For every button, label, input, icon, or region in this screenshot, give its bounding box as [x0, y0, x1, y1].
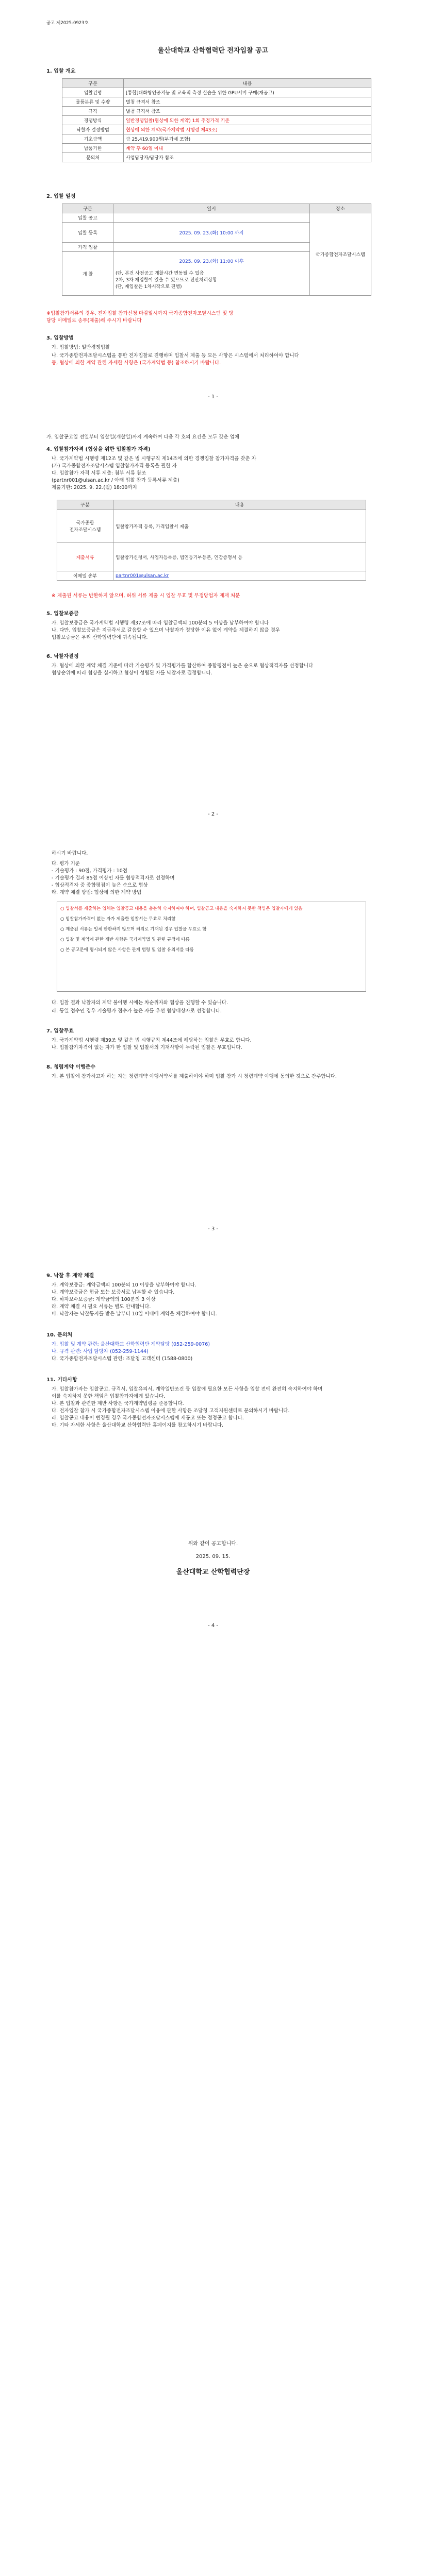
table-row	[62, 97, 371, 107]
row-value: 금 25,419,900원(부가세 포함)	[124, 134, 371, 144]
section-9-item: 마. 낙찰자는 낙찰통지를 받은 날부터 10일 이내에 계약을 체결하여야 합니다.	[52, 1311, 217, 1317]
notice-number: 공고 제2025-0923호	[46, 21, 89, 26]
section-6-item: 협상순위에 따라 협상을 실시하고 협상이 성립된 자를 낙찰자로 결정합니다.	[52, 670, 212, 676]
row-key: 경쟁방식	[62, 116, 124, 125]
section-6b-item: - 협상적격자 중 종합평점이 높은 순으로 협상	[52, 883, 148, 888]
page-number: - 1 -	[208, 394, 218, 400]
row-key: 가격 입찰	[62, 243, 113, 252]
submission-table	[57, 500, 366, 581]
contact-item: 나. 규격 관련: 사업 담당자 (052-259-1144)	[52, 1349, 149, 1354]
section-11-item: 나. 본 입찰과 관련한 제반 사항은 국가계약법령을 준용합니다.	[52, 1401, 184, 1406]
table-header: 구분	[57, 500, 113, 510]
section-11-item: 다. 전자입찰 참가 시 국가종합전자조달시스템 이용에 관한 사항은 조달청 고객지원센터로 문의하시기 바랍니다.	[52, 1408, 290, 1414]
table-row	[62, 116, 371, 125]
section-7-item: 나. 입찰참가자격이 없는 자가 한 입찰 및 입찰서의 기재사항이 누락된 입찰은 무효입니다.	[52, 1045, 242, 1050]
notes-box	[57, 902, 366, 992]
section-9-item: 가. 계약보증금: 계약금액의 100분의 10 이상을 납부하여야 합니다.	[52, 1282, 196, 1288]
section-11-item: 마. 기타 자세한 사항은 울산대학교 산학협력단 홈페이지를 참고하시기 바랍니다.	[52, 1422, 224, 1428]
section-4-item: 나. 국가계약법 시행령 제12조 및 같은 법 시행규칙 제14조에 의한 경쟁입찰 참가자격을 갖춘 자	[52, 456, 256, 462]
section-6-heading: 6. 낙찰자결정	[46, 654, 79, 659]
row-value: 입찰참가자격 등록, 가격입찰서 제출	[113, 510, 366, 543]
row-key: 납품기한	[62, 144, 124, 153]
row-key: 개 찰	[62, 252, 113, 296]
row-key: 국가종합 전자조달시스템	[57, 510, 113, 543]
section-3-item: 가. 입찰방법: 일반경쟁입찰	[52, 345, 110, 350]
section-7-heading: 7. 입찰무효	[46, 1028, 74, 1034]
notice-date: 2025. 09. 15.	[195, 1554, 231, 1560]
section-8-heading: 8. 청렴계약 이행준수	[46, 1064, 95, 1070]
notes-box-item: ○ 입찰 및 계약에 관한 제반 사항은 국가계약법 및 관련 규정에 따름	[60, 937, 190, 942]
row-value	[113, 243, 310, 252]
contact-item: 다. 국가종합전자조달시스템 관련: 조달청 고객센터 (1588-0800)	[52, 1356, 193, 1362]
section-3-item: 나. 국가종합전자조달시스템을 통한 전자입찰로 진행하며 입찰서 제출 등 모든 사항은 시스템에서 처리하여야 합니다	[52, 353, 299, 359]
open-note: (단, 본건 사전공고 개찰시간 변동될 수 있음 2차, 3차 재입찰이 있을 수 있으므로 전산처리상황 (단, 재입찰은 1차시작으로 진행)	[116, 271, 217, 290]
section-5-item: 가. 입찰보증금은 국가계약법 시행령 제37조에 따라 입찰금액의 100분의 5 이상을 납부하여야 합니다	[52, 620, 269, 626]
row-value: 입찰참가신청서, 사업자등록증, 법인등기부등본, 인감증명서 등	[113, 543, 366, 571]
section-9-item: 다. 하자보수보증금: 계약금액의 100분의 3 이상	[52, 1297, 156, 1302]
row-key: 문의처	[62, 153, 124, 162]
section-4-item: 제출기한: 2025. 9. 22.(월) 18:00까지	[52, 485, 137, 490]
row-key: 물품분류 및 수량	[62, 97, 124, 107]
section-9-item: 나. 계약보증금은 현금 또는 보증서로 납부할 수 있습니다.	[52, 1290, 175, 1295]
section-5-item: 나. 다만, 입찰보증금은 지급각서로 갈음할 수 있으며 낙찰자가 정당한 이유 없이 계약을 체결하지 않을 경우	[52, 628, 280, 633]
schedule-table	[62, 204, 371, 296]
row-key: 규격	[62, 107, 124, 116]
section-4-heading: 4. 입찰참가자격 (협상을 위한 입찰참가 자격)	[46, 447, 151, 452]
section-3-heading: 3. 입찰방법	[46, 335, 74, 341]
section-6b-item: - 기술평가 : 90점, 가격평가 : 10점	[52, 868, 127, 874]
row-key: 기초금액	[62, 134, 124, 144]
schedule-note-1: ※입찰참가서류의 경우, 전자입찰 참가신청 마감일시까지 국가종합전자조달시스템 및 당	[46, 311, 234, 316]
section-4-item: 가. 입찰공고일 전일부터 입찰일(개찰일)까지 계속하여 다음 각 호의 요건을 모두 갖춘 업체	[46, 434, 240, 440]
table-row	[57, 543, 366, 571]
section-3-item: 등, 협상에 의한 계약 관련 자세한 사항은 (국가계약법 등) 참조하시기 바랍니다.	[52, 360, 221, 366]
row-value: 일반경쟁입찰(협상에 의한 계약) 1회 추정가격 기준	[124, 116, 371, 125]
table-row	[57, 510, 366, 543]
table-row	[62, 134, 371, 144]
row-key: 입찰건명	[62, 88, 124, 97]
row-key: 낙찰자 결정방법	[62, 125, 124, 134]
table-row	[62, 125, 371, 134]
row-value: 별첨 규격서 참조	[124, 97, 371, 107]
table-row	[57, 571, 366, 581]
section-10-heading: 10. 문의처	[46, 1332, 73, 1338]
notes-box-item: ○ 본 공고문에 명시되지 않은 사항은 관계 법령 및 입찰 유의서를 따름	[60, 947, 194, 953]
row-value	[113, 213, 310, 223]
page-number: - 3 -	[208, 1226, 218, 1232]
table-header: 구분	[62, 204, 113, 213]
section-4-note: ※ 제출된 서류는 반환하지 않으며, 허위 서류 제출 시 입찰 무효 및 부정당업자 제재 처분	[52, 593, 240, 599]
row-key: 입찰 공고	[62, 213, 113, 223]
bid-overview-table	[62, 78, 371, 162]
section-6b-after: 다. 입찰 결과 낙찰자의 계약 불이행 시에는 차순위자와 협상을 진행할 수 있습니다.	[52, 1000, 228, 1006]
table-header: 장소	[310, 204, 371, 213]
table-row	[62, 213, 371, 223]
row-value: [통합]대화형인공지능 및 교육적 측정 실습을 위한 GPU서버 구매(재공고)	[124, 88, 371, 97]
section-9-heading: 9. 낙찰 후 계약 체결	[46, 1273, 94, 1279]
table-header: 일시	[113, 204, 310, 213]
page-number: - 4 -	[208, 1623, 218, 1629]
closing-text: 위와 같이 공고합니다.	[188, 1541, 238, 1547]
notes-box-item: ○ 제출된 서류는 일체 반환하지 않으며 허위로 기재된 경우 입찰을 무효로 함	[60, 927, 207, 932]
row-value: 2025. 09. 23.(화) 10:00 까지	[113, 223, 310, 243]
table-header: 내용	[113, 500, 366, 510]
table-header: 구분	[62, 79, 124, 88]
table-row	[62, 88, 371, 97]
row-key: 이메일 송부	[57, 571, 113, 581]
section-5-heading: 5. 입찰보증금	[46, 611, 79, 617]
section-2-heading: 2. 입찰 일정	[46, 194, 76, 199]
schedule-note-2: 담당 이메일로 송부(제출)해 주시기 바랍니다	[46, 318, 142, 324]
section-8-item: 가. 본 입찰에 참가하고자 하는 자는 청렴계약 이행서약서를 제출하여야 하며 입찰 참가 시 청렴계약 이행에 동의한 것으로 간주합니다.	[52, 1074, 337, 1079]
section-5-item: 입찰보증금은 우리 산학협력단에 귀속됩니다.	[52, 635, 148, 640]
section-6b-item: - 기술평가 결과 85점 이상인 자를 협상적격자로 선정하며	[52, 875, 175, 881]
section-6b-after: 라. 동일 점수인 경우 기술평가 점수가 높은 자를 우선 협상대상자로 선정합니다.	[52, 1008, 222, 1014]
section-4-item: (가) 국가종합전자조달시스템 입찰참가자격 등록을 필한 자	[52, 463, 177, 469]
section-11-heading: 11. 기타사항	[46, 1377, 77, 1383]
row-value: 별첨 규격서 참조	[124, 107, 371, 116]
section-11-item: 이를 숙지하지 못한 책임은 입찰참가자에게 있습니다.	[52, 1394, 166, 1399]
row-value: 협상에 의한 계약(국가계약법 시행령 제43조)	[124, 125, 371, 134]
section-9-item: 라. 계약 체결 시 필요 서류는 별도 안내합니다.	[52, 1304, 151, 1310]
table-header: 내용	[124, 79, 371, 88]
issuing-organization: 울산대학교 산학협력단장	[176, 1568, 250, 1576]
section-6b-item: 라. 계약 체결 방법: 협상에 의한 계약 방법	[52, 890, 142, 895]
section-6b-item: 하시기 바랍니다.	[52, 851, 88, 856]
row-value: 계약 후 60일 이내	[124, 144, 371, 153]
section-4-item: (partnr001@ulsan.ac.kr / 아래 입찰 참가 등록서류 제출)	[52, 478, 179, 483]
schedule-place: 국가종합전자조달시스템	[310, 213, 371, 296]
section-1-heading: 1. 입찰 개요	[46, 69, 76, 74]
row-value: 2025. 09. 23.(화) 11:00 이후	[179, 259, 244, 264]
table-row	[62, 144, 371, 153]
section-11-item: 가. 입찰참가자는 입찰공고, 규격서, 입찰유의서, 계약일반조건 등 입찰에 필요한 모든 사항을 입찰 전에 완전히 숙지하여야 하며	[52, 1386, 323, 1392]
document-title: 울산대학교 산학협력단 전자입찰 공고	[157, 47, 269, 55]
row-key: 입찰 등록	[62, 223, 113, 243]
page-number: - 2 -	[208, 811, 218, 817]
section-11-item: 라. 입찰공고 내용이 변경될 경우 국가종합전자조달시스템에 재공고 또는 정정공고 합니다.	[52, 1415, 244, 1421]
section-4-item: 다. 입찰참가 자격 서류 제출: 첨부 서류 참조	[52, 470, 146, 476]
row-value: 사업담당자/담당자 참조	[124, 153, 371, 162]
contact-item: 가. 입찰 및 계약 관련: 울산대학교 산학협력단 계약담당 (052-259-0076)	[52, 1342, 210, 1347]
section-7-item: 가. 국가계약법 시행령 제39조 및 같은 법 시행규칙 제44조에 해당하는 입찰은 무효로 합니다.	[52, 1038, 252, 1043]
section-6-item: 가. 협상에 의한 계약 체결 기준에 따라 기술평가 및 가격평가를 합산하여 종합평점이 높은 순으로 협상적격자를 선정합니다	[52, 663, 314, 669]
section-6b-item: 다. 평가 기준	[52, 861, 80, 867]
table-row	[62, 107, 371, 116]
row-value: partnr001@ulsan.ac.kr	[113, 571, 366, 581]
notes-box-item: ○ 입찰참가자격이 없는 자가 제출한 입찰서는 무효로 처리함	[60, 917, 176, 922]
table-row	[62, 153, 371, 162]
notes-box-item: ○ 입찰서를 제출하는 업체는 입찰공고 내용을 충분히 숙지하여야 하며, 입찰공고 내용을 숙지하지 못한 책임은 입찰자에게 있음	[60, 906, 303, 911]
row-key: 제출서류	[57, 543, 113, 571]
